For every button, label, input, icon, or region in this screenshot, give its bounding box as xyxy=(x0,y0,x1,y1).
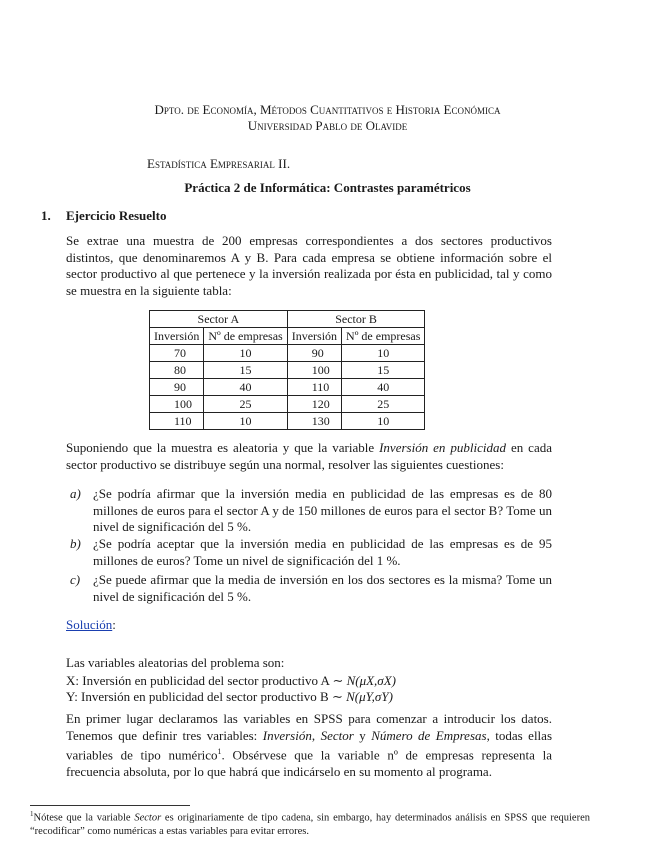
table-cell: 15 xyxy=(342,362,425,379)
footnote-rule xyxy=(30,805,190,806)
variable-x-distribution: N(μX,σX) xyxy=(346,673,396,688)
section-title: Ejercicio Resuelto xyxy=(66,208,167,223)
table-cell: 90 xyxy=(150,379,204,396)
question-a-label: a) xyxy=(70,486,81,501)
footnote xyxy=(30,808,590,838)
variable-y xyxy=(66,689,393,706)
table-cell: 40 xyxy=(204,379,287,396)
assumption-text-post: en cada sector productivo se distribuye según una normal, resolver las siguientes cuestiones: xyxy=(66,440,552,472)
variable-y-text: Y: Inversión en publicidad del sector productivo B ∼ xyxy=(66,689,347,704)
table-cell: 130 xyxy=(287,413,341,430)
col-inversion-a: Inversión xyxy=(150,328,204,345)
table-cell: 25 xyxy=(342,396,425,413)
spss-sep-2: y xyxy=(353,727,372,743)
intro-paragraph: Se extrae una muestra de 200 empresas correspondientes a dos sectores productivos distintos, que denominaremos A y B. Para cada empresa se obtiene información sobre el sector productivo al que pertenece y la inversión realizada por ésta en publicidad, tal y como se muestra en la siguiente tabla: xyxy=(66,233,552,298)
spss-var-2: Sector xyxy=(320,727,354,743)
assumption-text-pre: Suponiendo que la muestra es aleatoria y que la variable xyxy=(66,440,380,455)
solution-link[interactable]: Solución xyxy=(66,617,113,632)
assumption-variable: Inversión en publicidad xyxy=(379,440,506,455)
table-cell: 100 xyxy=(150,396,204,413)
table-cell: 80 xyxy=(150,362,204,379)
table-cell: 120 xyxy=(287,396,341,413)
footnote-variable: Sector xyxy=(134,812,162,824)
university-header: Universidad Pablo de Olavide xyxy=(247,118,408,133)
table-cell: 110 xyxy=(150,413,204,430)
table-cell: 110 xyxy=(287,379,341,396)
footnote-text-post: es originariamente de tipo cadena, sin embargo, hay determinados análisis en SPSS que requieren “recodificar” como numéricas a estas variables para evitar errores. xyxy=(30,812,590,837)
spss-var-1: Inversión xyxy=(262,727,312,743)
table-cell: 40 xyxy=(342,379,425,396)
spss-var-3: Número de Empresas xyxy=(371,727,487,743)
table-row xyxy=(150,345,425,362)
table-cell: 10 xyxy=(204,413,287,430)
table-row xyxy=(150,396,425,413)
table-cell: 25 xyxy=(204,396,287,413)
table-cell: 10 xyxy=(342,345,425,362)
solution-colon: : xyxy=(112,617,116,632)
spss-text-1: En primer lugar declaramos las variables en SPSS para comenzar a introducir los datos. Tenemos que definir tres variables: xyxy=(66,711,552,743)
spss-text-3: . Obsérvese que la variable nº de empresas representa la frecuencia absoluta, por lo que habrá que indicárselo en su momento al programa. xyxy=(66,747,552,780)
sector-a-header: Sector A xyxy=(150,311,288,328)
department-header: Dpto. de Economía, Métodos Cuantitativos e Historia Económica xyxy=(154,102,501,117)
variable-x xyxy=(66,673,396,690)
table-cell: 10 xyxy=(204,345,287,362)
table-cell: 15 xyxy=(204,362,287,379)
footnote-number: 1 xyxy=(30,810,34,818)
practice-title: Práctica 2 de Informática: Contrastes paramétricos xyxy=(184,180,471,195)
sector-b-header: Sector B xyxy=(287,311,425,328)
footnote-marker: 1 xyxy=(217,747,222,757)
variables-intro: Las variables aleatorias del problema son: xyxy=(66,655,285,670)
table-row xyxy=(150,413,425,430)
table-cell: 100 xyxy=(287,362,341,379)
question-a-text: ¿Se podría afirmar que la inversión media en publicidad de las empresas es de 80 millones de euros para el sector A y de 150 millones de euros para el sector B? Tome un nivel de significación del 5 %. xyxy=(93,486,552,535)
question-b-text: ¿Se podría aceptar que la inversión media en publicidad de las empresas es de 95 millones de euros? Tome un nivel de significación del 1 %. xyxy=(93,536,552,568)
table-cell: 70 xyxy=(150,345,204,362)
col-empresas-b: Nº de empresas xyxy=(342,328,425,345)
assumption-paragraph xyxy=(66,440,552,473)
solution-line xyxy=(66,617,116,634)
question-c-text: ¿Se puede afirmar que la media de inversión en los dos sectores es la misma? Tome un nivel de significación del 5 %. xyxy=(93,572,552,604)
question-b-label: b) xyxy=(70,536,81,551)
table-row xyxy=(150,379,425,396)
table-row xyxy=(150,362,425,379)
col-empresas-a: Nº de empresas xyxy=(204,328,287,345)
footnote-text-pre: Nótese que la variable xyxy=(33,812,135,824)
question-c-label: c) xyxy=(70,572,81,587)
table-cell: 90 xyxy=(287,345,341,362)
section-number: 1. xyxy=(41,208,51,223)
spss-sep-1: , xyxy=(311,727,321,743)
variable-x-text: X: Inversión en publicidad del sector productivo A ∼ xyxy=(66,673,347,688)
spss-text-2: , todas ellas variables de tipo numérico xyxy=(66,727,552,763)
variable-y-distribution: N(μY,σY) xyxy=(346,689,393,704)
sector-table xyxy=(149,310,425,430)
spss-paragraph xyxy=(66,711,552,781)
course-title: Estadística Empresarial II. xyxy=(147,156,291,171)
table-cell: 10 xyxy=(342,413,425,430)
col-inversion-b: Inversión xyxy=(287,328,341,345)
